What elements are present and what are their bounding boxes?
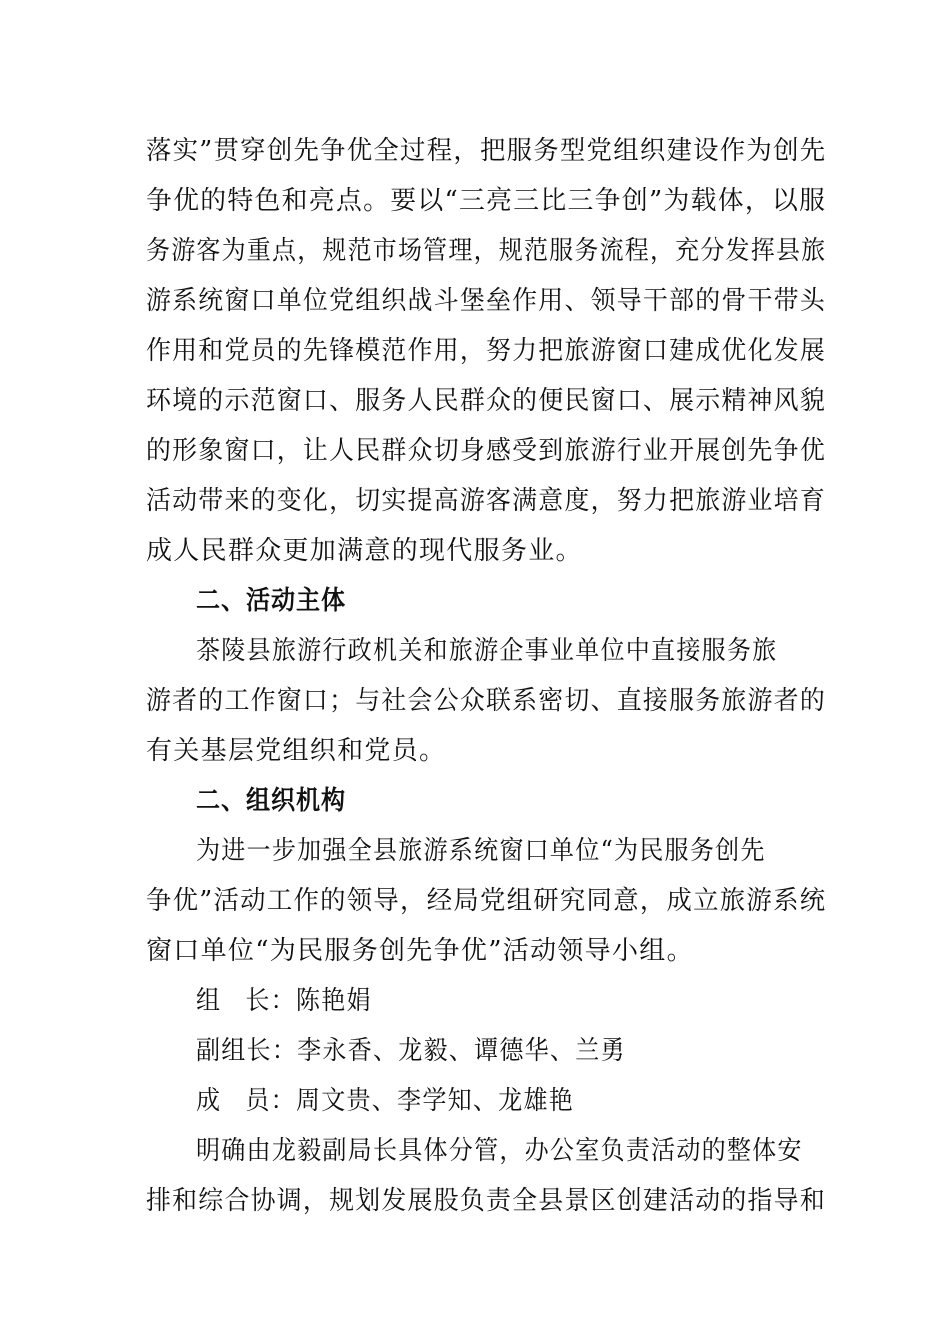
para1-line-4: 游系统窗口单位党组织战斗堡垒作用、领导干部的骨干带头 [146,286,827,316]
para1-line-5: 作用和党员的先锋模范作用，努力把旅游窗口建成优化发展 [146,336,827,366]
para2-line-2: 游者的工作窗口；与社会公众联系密切、直接服务旅游者的 [146,686,827,716]
member-label-first: 成 [196,1086,222,1116]
para1-line-3: 务游客为重点，规范市场管理，规范服务流程，充分发挥县旅 [146,236,827,266]
para2-line-3: 有关基层党组织和党员。 [146,736,447,766]
para1-line-2: 争优的特色和亮点。要以“三亮三比三争创”为载体，以服 [146,186,827,216]
para4-line-2: 排和综合协调，规划发展股负责全县景区创建活动的指导和 [146,1186,827,1216]
deputy-names: 李永香、龙毅、谭德华、兰勇 [297,1036,626,1066]
para1-line-7: 的形象窗口，让人民群众切身感受到旅游行业开展创先争优 [146,436,827,466]
deputy-row [196,1034,826,1068]
section-heading-activity-subject: 二、活动主体 [196,586,347,616]
para3-line-2: 争优”活动工作的领导，经局党组研究同意，成立旅游系统 [146,886,827,916]
deputy-label: 副组长： [196,1036,298,1066]
leader-label-first: 组 [196,986,222,1016]
para1-line-8: 活动带来的变化，切实提高游客满意度，努力把旅游业培育 [146,486,827,516]
para1-line-9: 成人民群众更加满意的现代服务业。 [146,536,583,566]
para2-line-1: 茶陵县旅游行政机关和旅游企事业单位中直接服务旅 [196,636,778,666]
member-row [196,1084,826,1118]
leader-name: 陈艳娟 [295,986,372,1016]
leader-label-second: 长： [245,986,296,1016]
leader-row [196,984,826,1018]
member-names: 周文贵、李学知、龙雄艳 [295,1086,575,1116]
para1-line-6: 环境的示范窗口、服务人民群众的便民窗口、展示精神风貌 [146,386,827,416]
para1-line-1: 落实”贯穿创先争优全过程，把服务型党组织建设作为创先 [146,136,827,166]
section-heading-organization: 二、组织机构 [196,786,347,816]
para3-line-3: 窗口单位“为民服务创先争优”活动领导小组。 [146,936,694,966]
para3-line-1: 为进一步加强全县旅游系统窗口单位“为民服务创先 [196,836,766,866]
member-label-second: 员： [245,1086,296,1116]
para4-line-1: 明确由龙毅副局长具体分管，办公室负责活动的整体安 [196,1136,803,1166]
